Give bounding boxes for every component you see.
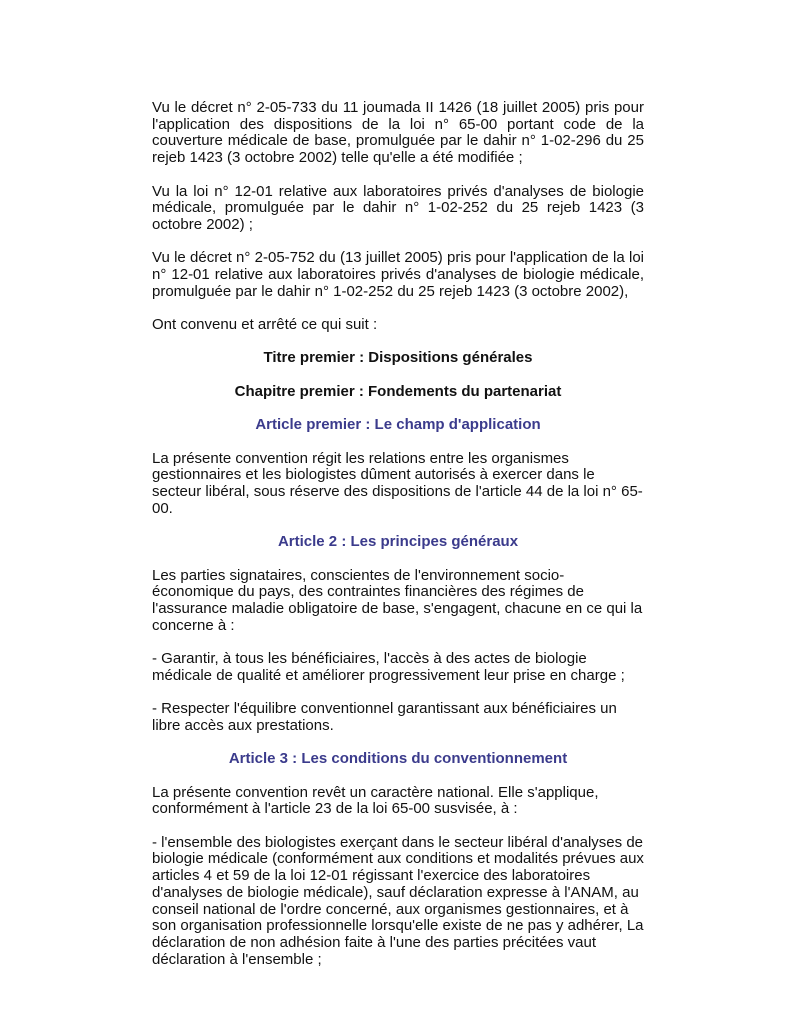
article-2-paragraph-1: Les parties signataires, conscientes de l'environnement socio-économique du pays, des contraintes financières des régimes de l'assurance maladie obligatoire de base, s'engagent, chacune en ce qui la concerne à : xyxy=(152,566,643,634)
article-3-paragraph-1: La présente convention revêt un caractère national. Elle s'applique, conformément à l'article 23 de la loi 65-00 susvisée, à : xyxy=(152,783,599,818)
preamble-paragraph-2: Vu la loi n° 12-01 relative aux laboratoires privés d'analyses de biologie médicale, promulguée par le dahir n° 1-02-252 du 25 rejeb 1423 (3 octobre 2002) ; xyxy=(152,182,644,233)
document-page xyxy=(152,100,644,985)
article-3-bullet-1: - l'ensemble des biologistes exerçant dans le secteur libéral d'analyses de biologie médicale (conformément aux conditions et modalités prévues aux articles 4 et 59 de la loi 12-01 régissant l'exercice des laboratoires d'analyses de biologie médicale), sauf déclaration expresse à l'ANAM, au conseil national de l'ordre concerné, aux organismes gestionnaires, et à son organisation professionnelle lorsqu'elle existe de ne pas y adhérer, La déclaration de non adhésion faite à l'une des parties précitées vaut déclaration à l'ensemble ; xyxy=(152,833,644,968)
preamble-paragraph-3: Vu le décret n° 2-05-752 du (13 juillet 2005) pris pour l'application de la loi n° 12-01 relative aux laboratoires privés d'analyses de biologie médicale, promulguée par le dahir n° 1-02-252 du 25 rejeb 1423 (3 octobre 2002), xyxy=(152,249,644,300)
preamble-paragraph-1: Vu le décret n° 2-05-733 du 11 joumada II 1426 (18 juillet 2005) pris pour l'application des dispositions de la loi n° 65-00 portant code de la couverture médicale de base, promulguée par le dahir n° 1-02-296 du 25 rejeb 1423 (3 octobre 2002) telle qu'elle a été modifiée ; xyxy=(152,99,644,167)
chapter-heading: Chapitre premier : Fondements du partenariat xyxy=(234,382,562,400)
article-2-bullet-2: - Respecter l'équilibre conventionnel garantissant aux bénéficiaires un libre accès aux prestations. xyxy=(152,700,617,734)
article-2-bullet-1: - Garantir, à tous les bénéficiaires, l'accès à des actes de biologie médicale de qualité et améliorer progressivement leur prise en charge ; xyxy=(152,650,625,684)
article-2-heading: Article 2 : Les principes généraux xyxy=(277,533,519,551)
title-heading: Titre premier : Dispositions générales xyxy=(263,349,533,367)
article-1-heading: Article premier : Le champ d'application xyxy=(255,416,541,434)
agreement-line: Ont convenu et arrêté ce qui suit : xyxy=(152,316,378,334)
article-1-paragraph-1: La présente convention régit les relations entre les organismes gestionnaires et les biologistes dûment autorisés à exercer dans le secteur libéral, sous réserve des dispositions de l'article 44 de la loi n° 65-00. xyxy=(152,449,643,517)
article-3-heading: Article 3 : Les conditions du conventionnement xyxy=(228,750,568,768)
